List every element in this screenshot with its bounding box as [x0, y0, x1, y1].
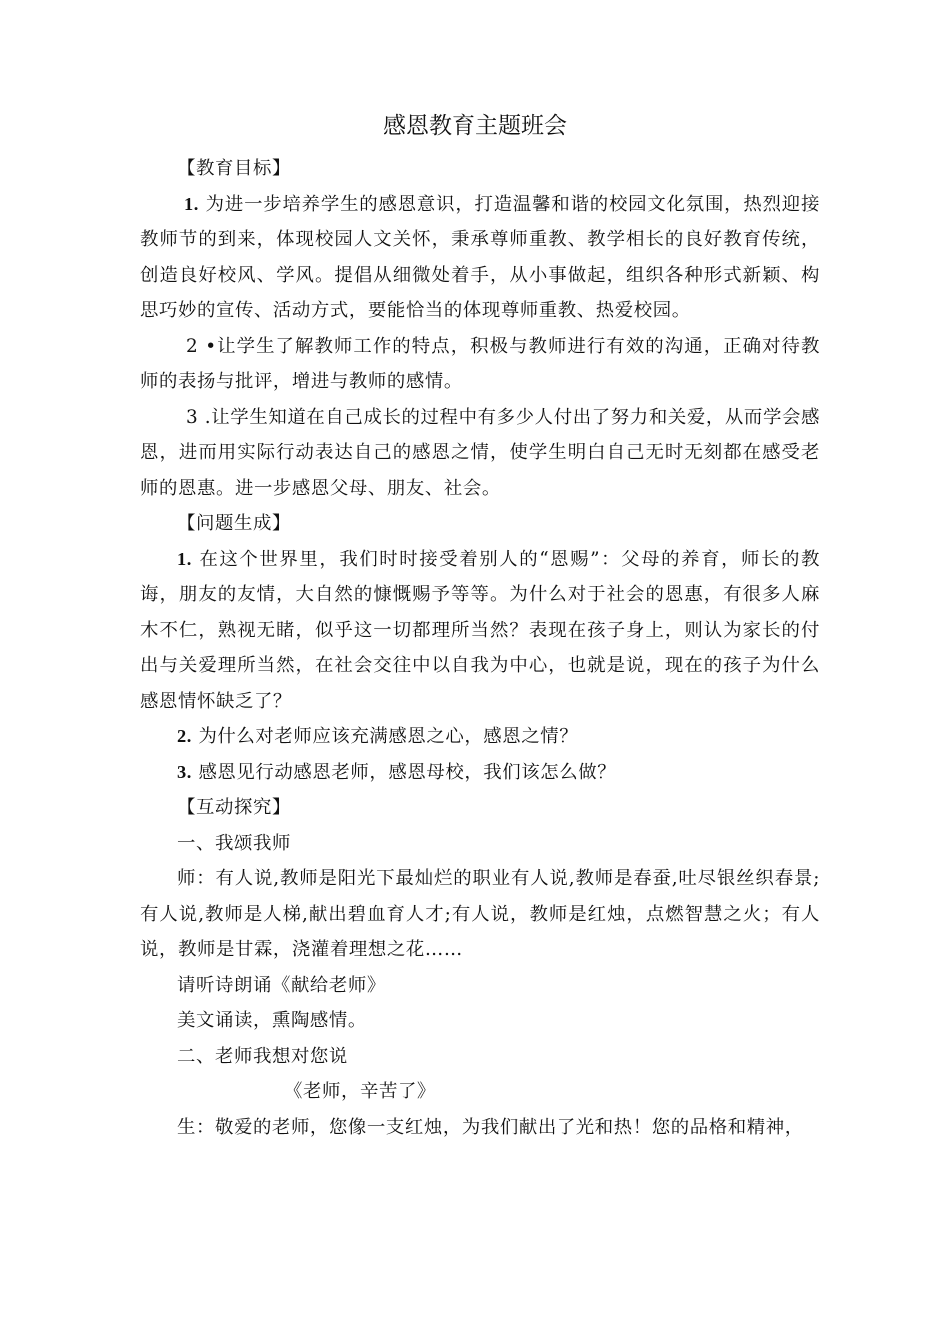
item-text: 为什么对老师应该充满感恩之心，感恩之情？ [192, 726, 579, 747]
paragraph-text: 美文诵读，熏陶感情。 [177, 1010, 367, 1031]
item-number: 1. [184, 193, 199, 214]
section-part-1 [140, 826, 820, 862]
item-number: 3 [186, 406, 199, 428]
item-number: 2 [186, 335, 199, 357]
heading-interactive-explore [140, 790, 820, 826]
paragraph-text: 师：有人说,教师是阳光下最灿烂的职业有人说,教师是春蚕,吐尽银丝织春景;有人说,教师是人梯,献出碧血育人才;有人说，教师是红烛，点燃智慧之火；有人说，教师是甘霖，浇灌着理想之花…… [140, 868, 820, 960]
paragraph-text: 生：敬爱的老师，您像一支红烛，为我们献出了光和热！您的品格和精神， [177, 1116, 804, 1138]
section-text: 一、我颂我师 [177, 832, 291, 854]
poem-intro [140, 968, 820, 1004]
item-number: 2. [177, 726, 192, 746]
section-part-2 [140, 1039, 820, 1075]
item-text: •让学生了解教师工作的特点，积极与教师进行有效的沟通，正确对待教师的表扬与批评，增进与教师的感情。 [140, 335, 820, 392]
question-item-2 [140, 719, 820, 755]
document-title: 感恩教育主题班会 [383, 113, 567, 139]
heading-text: 【教育目标】 [177, 158, 291, 179]
question-item-3 [140, 755, 820, 791]
heading-text: 【互动探究】 [177, 797, 291, 818]
subtitle-line [140, 1074, 820, 1110]
teacher-speech [140, 861, 820, 968]
item-text: .让学生知道在自己成长的过程中有多少人付出了努力和关爱，从而学会感恩，进而用实际行动表达自己的感恩之情，使学生明白自己无时无刻都在感受老师的恩惠。进一步感恩父母、朋友、社会。 [140, 406, 820, 499]
item-number: 3. [177, 761, 192, 782]
heading-text: 【问题生成】 [177, 513, 291, 534]
item-number: 1. [177, 548, 192, 569]
item-text: 感恩见行动感恩老师，感恩母校，我们该怎么做？ [192, 761, 617, 783]
student-speech [140, 1110, 820, 1146]
heading-education-goal [140, 151, 820, 187]
item-text: 在这个世界里，我们时时接受着别人的“恩赐”：父母的养育，师长的教诲，朋友的友情，大自然的慷慨赐予等等。为什么对于社会的恩惠，有很多人麻木不仁，熟视无睹，似乎这一切都理所当然？表现在孩子身上，则认为家长的付出与关爱理所当然，在社会交往中以自我为中心，也就是说，现在的孩子为什么感恩情怀缺乏了？ [140, 548, 820, 712]
goal-item-3 [140, 400, 820, 507]
subtitle-text: 《老师，辛苦了》 [284, 1081, 436, 1102]
paragraph-text: 请听诗朗诵《献给老师》 [177, 974, 386, 996]
question-item-1 [140, 542, 820, 720]
section-text: 二、老师我想对您说 [177, 1045, 348, 1067]
goal-item-1 [140, 187, 820, 329]
document-body [140, 151, 820, 1145]
goal-item-2 [140, 329, 820, 400]
item-text: 为进一步培养学生的感恩意识，打造温馨和谐的校园文化氛围，热烈迎接教师节的到来，体现校园人文关怀，秉承尊师重教、教学相长的良好教育传统，创造良好校风、学风。提倡从细微处着手，从小事做起，组织各种形式新颖、构思巧妙的宣传、活动方式，要能恰当的体现尊师重教、热爱校园。 [140, 193, 820, 321]
heading-question [140, 506, 820, 542]
reading-line [140, 1003, 820, 1039]
